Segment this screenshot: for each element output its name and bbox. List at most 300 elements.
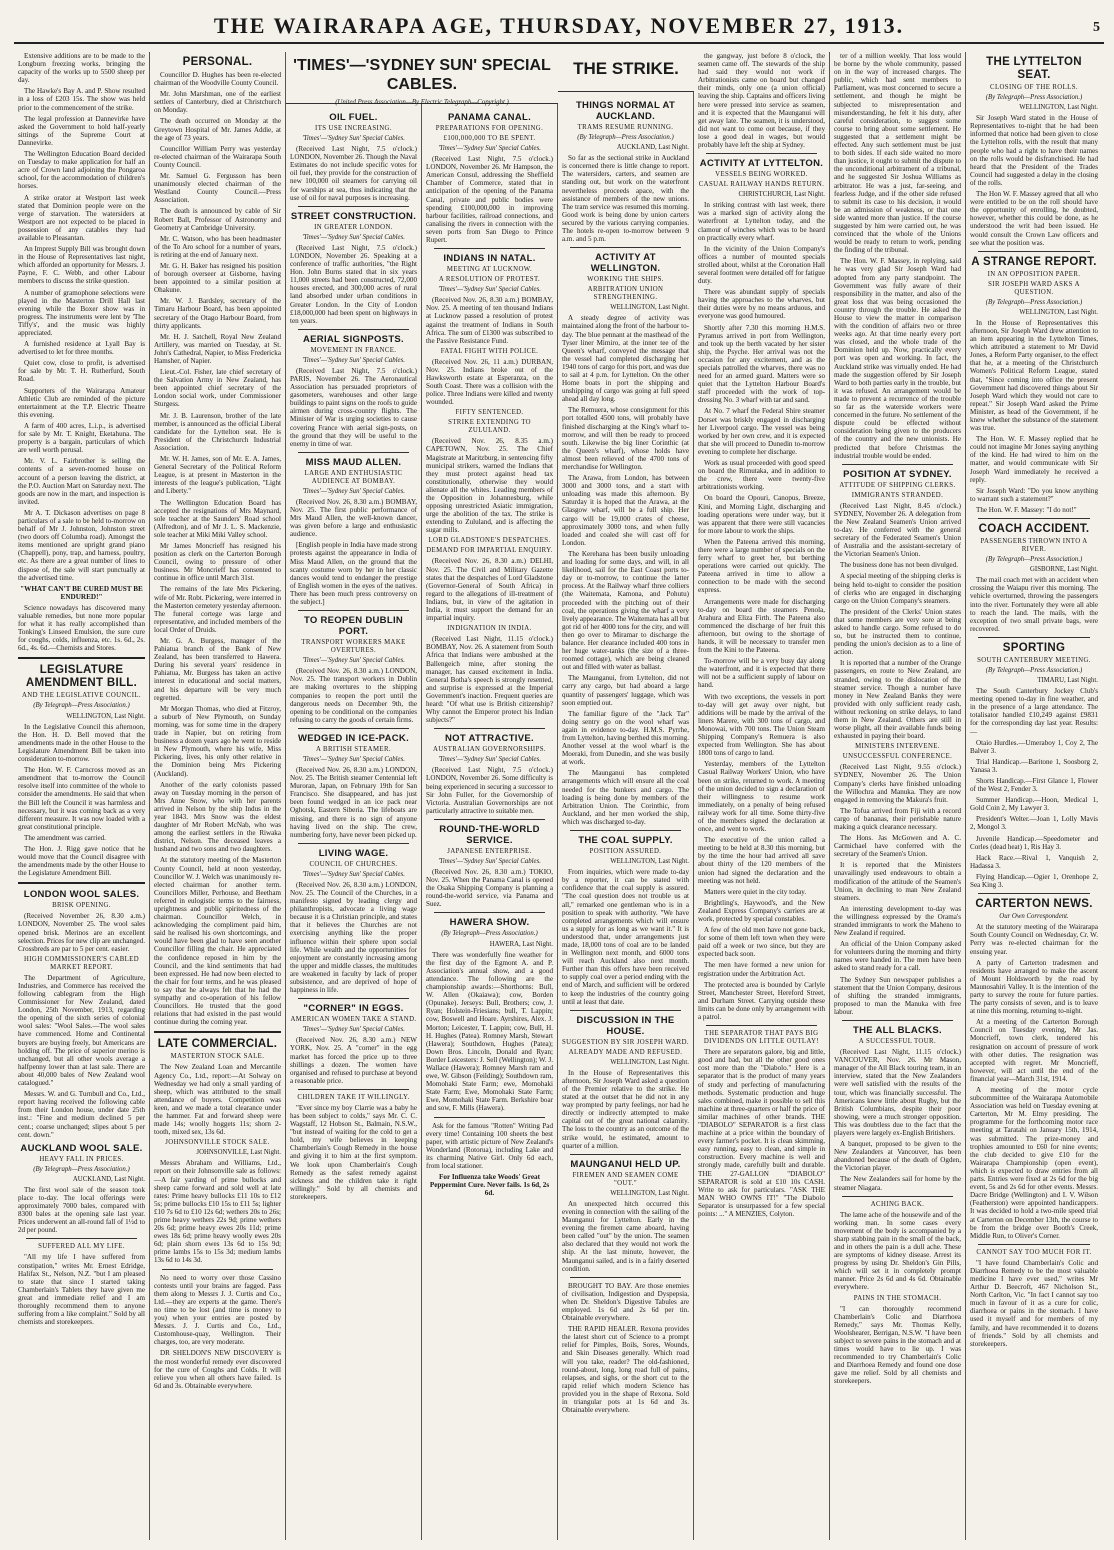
article-subhead: AMERICAN WOMEN TAKE A STAND.: [290, 1016, 417, 1024]
paragraph: The Remuera, whose consignment for this port totalled 4500 tons, will probably have finished discharging at the King's wharf to-morrow, and will then be ready to proceed south. Likewise the big liner Corinthic (at the Queen's wharf), whose holds have almost been relieved of the 4700 tons of merchandise for Wellington.: [562, 406, 689, 471]
paragraph: Work as usual proceeded with good speed on board the Rimutaka, and in addition to the crew, there were twenty-five arbitrationists working.: [698, 459, 825, 492]
paragraph: The South Canterbury Jockey Club's meeting opened to-day in fine weather, and in the presence of a large attendance. The totalisator handled £10,249 against £9831 for the corresponding day last year. Results:—: [970, 687, 1098, 736]
article-subhead: PAINS IN THE STOMACH.: [853, 1294, 942, 1302]
divider: [570, 1010, 681, 1011]
article-headline: STREET CONSTRUCTION.: [290, 210, 417, 222]
byline: (By Telegraph—Press Association.): [985, 94, 1083, 101]
paragraph: Mr. W. H. James, son of Mr. E. A. James, General Secretary of the Political Reform League, is at present in Masterton in the interests of the league's publication, "Light and Liberty.": [154, 455, 281, 496]
article-subhead: ATTITUDE OF SHIPPING CLERKS.: [839, 481, 956, 489]
article-headline: SPORTING: [1002, 641, 1066, 654]
column-2: [150, 52, 286, 1540]
article-subhead: STRIKE EXTENDING TO ZULULAND.: [448, 419, 531, 435]
article-subhead: CASUAL RAILWAY HANDS RETURN.: [698, 181, 825, 189]
paragraph: At a meeting of the Carterton Borough Council on Tuesday evening, Mr Jas. Moncrieff, town clerk, tendered his resignation on account of pressure of work with other duties. The resignation was accepted with regret. Mr Moncrieff, however, will act until the end of the financial year—March 31st, 1914.: [970, 1018, 1098, 1083]
article-subhead: IMMIGRANTS STRANDED.: [851, 491, 944, 499]
paragraph: The executive of the union called a meeting to be held at 8.30 this morning, but by the time the hour had arrived all save about thirty of the 120 members of the union had signed the declaration and the meeting was not held.: [698, 836, 825, 885]
byline: 'Times'—'Sydney Sun' Special Cables.: [302, 356, 405, 364]
article-headline: TO REOPEN DUBLIN PORT.: [303, 615, 404, 638]
article-subhead: CANNOT SAY TOO MUCH FOR IT.: [976, 1248, 1092, 1256]
paragraph: Summer Handicap.—Hoon, Medical 1, Gold Coin 2, My Lawyer 3.: [970, 796, 1098, 813]
paragraph: (Received Last Night, 7.5 o'clock.) LONDON, November 26. Mr Hampson, the American Consul, addressing the Sheffield Chamber of Commerce, stated that in anticipation of the opening of the Panama Canal, private and public bodies were spending £100,000,000 in improving harbour facilities, railroad connections, and canalising the rivers in connection with the seven ports from San Diego to Prince Rupert.: [426, 155, 553, 245]
divider: [154, 1031, 281, 1033]
paragraph: The Hons. Jas McGowen and A. C. Carmichael have conferred with the secretary of the Seamen's Union.: [834, 834, 961, 859]
paragraph: Matters were quiet in the city today.: [704, 887, 807, 896]
advert-body: Ask for the famous "Rotten" Writing Pad every time! Containing 100 sheets the best paper, with artistic picture of New Zealand's Wonderland (Rotorua), including Lake and its charming Native Girl. Only 6d each, from local stationer.: [426, 1121, 553, 1170]
advert-heading: For Influenza take Woods' Great Peppermint Cure. Never fails. 1s 6d, 2s 6d.: [429, 1173, 550, 1198]
paragraph: The Wellington Education Board has accepted the resignations of Mrs Maynard, sole teacher at the Saunders' Road school (Alfredton), and of Mr J. L. S. Mackenzie, sole teacher at Miki Miki Valley school.: [154, 498, 281, 539]
paragraph: Mr. C. Watson, who has been headmaster of the To Aro school for a number of years, is retiring at the end of January next.: [154, 234, 281, 259]
article-headline: MAUNGANUI HELD UP.: [570, 1158, 681, 1170]
paragraph: The Hon. W. F. Massey: "I do not!": [976, 505, 1077, 514]
paragraph: The New Zealand Loan and Mercantile Agency Co., Ltd., report:—At Solway on Wednesday we had only a small yarding of sheep, which was attributed to the small attendance of buyers. Competition was keen, and we made a total clearance under the hammer. Fat and forward sheep were made 14s; woolly hoggets 11s; shorn 2-tooth, mixed sex, 13s 6d.: [154, 1063, 281, 1137]
paragraph: (Received Last Night, 7.5 o'clock.) LONDON, November 26. Some difficulty is being experienced in securing a successor to Sir John Fuller, for the Governorship of Victoria. Australian Governorships are not particularly attractive to suitable men.: [426, 766, 553, 815]
paragraph: Mr. J. B. Laurenson, brother of the late member, is announced as the official Liberal candidate for the Lyttelton seat. He is President of the Christchurch Industrial Association.: [154, 411, 281, 452]
paragraph: (Received Last Night, 11.15 o'clock.) VANCOUVER, Nov. 26. Mr Mason, manager of the All Black touring team, in an interview, stated that the New Zealanders were well satisfied with the results of the tour, which was financially successful. The Americans knew little about Rugby, but the British Columbians, despite their poor showing, were a much stronger opposition. This was doubtless due to the fact that the players were largely ex-English Britishers.: [834, 1048, 961, 1137]
divider: [298, 329, 409, 330]
paragraph: The Maunganui has completed arrangements which will ensure all the coal needed for the bunkers and cargo. The loading is being done by members of the Arbitration Union. The Corinthic, from Auckland, and her men worked the ship, which was discharged to-day.: [562, 769, 689, 826]
paragraph: An unexpected hitch occurred this evening in connection with the sailing of the Maunganui for Lyttelton. Early in the evening the firemen came aboard, having been called "out" by the union. The seamen also declared that they would not work the ship. At the last minute, however, the Maunganui sailed, and is in a fairly deserted condition.: [562, 1199, 689, 1273]
paragraph: The Wellington Education Board decided on Tuesday to make application for half an acre of Crown land adjoining the Pongaroa school, for the accommodation of children's horses.: [18, 150, 145, 191]
advert-heading: "WHAT CAN'T BE CURED MUST BE ENDURED!": [20, 584, 143, 601]
divider: [570, 247, 681, 248]
paragraph: (Received November 26, 8.30 a.m.) LONDON, November 25. The wool sales opened brisk. Merinos are an excellent selection. Prices for new clip are unchanged. Crossbreds are par to 5 per cent. easier.: [18, 912, 145, 953]
advert-body: No need to worry over those Cassino contests until your brains are fagged. Pass them along to Messrs J. J. Curtis and Co., Ltd.—they are experts at the game. There's no time to be lost (and time is money to you) when your entries are posted by Messrs. J. J. Curtis and Co., Ltd., Customhouse-quay, Wellington. Their charges, too, are very moderate.: [154, 1273, 281, 1347]
divider: [570, 1154, 681, 1155]
paragraph: In the House of Representatives this afternoon, Sir Joseph Ward asked a question of the Premier relative to the strike. He stated at the outset that he did not in any way prompted by party feelings, nor had he directly or indirectly attempted to make capital out of the great national calamity. The loss to the country as an outcome of the strike would, he estimated, amount to quarter of a million.: [562, 1068, 689, 1150]
paragraph: A party of Carterton tradesmen and residents have arranged to make the ascent of Mount Holdsworth by the road by Maunosahiri Valley. It is the intention of the party to survey the route for future parties. The party consists of seven, and is to leave at nine this morning, returning to-night.: [970, 958, 1098, 1016]
column-4: [422, 52, 558, 1540]
paragraph: The familiar figure of the "Jack Tar" doing sentry go on the wool wharf was again in evidence to-day. H.M.S. Pyrrhe, from Lyttelton, having berthed this morning. Another vessel at the wool wharf is the Moeraki, from Dunedin, and she was busily at work.: [562, 709, 689, 767]
divider: [978, 893, 1090, 894]
divider: [842, 1196, 953, 1197]
paragraph: Extensive additions are to be made to the Longburn freezing works, bringing the capacity of the works up to 5500 sheep per day.: [18, 52, 145, 85]
paragraph: The business done has not been divulged.: [840, 561, 959, 570]
paragraph: Mr. John Marshman, one of the earliest settlers of Canterbury, died at Christchurch on Monday.: [154, 90, 281, 115]
paragraph: At No. 7 wharf the Federal Shire steamer Dorset was briskly engaged in discharging her Liverpool cargo. The vessel was being worked by her own crew, and it is expected that she will proceed to Dunedin to-morrow evening to complete her discharge.: [698, 407, 825, 456]
paragraph: The remains of the late Mrs Pickering, wife of Mr. Robt. Pickering, were interred in the Masterton cemetery yesterday afternoon. The funeral cortege was large and representative, and included members of the local Order of Druids.: [154, 585, 281, 634]
article-subhead: AUSTRALIAN GOVERNORSHIPS.: [432, 746, 547, 754]
article-subhead: ALREADY MADE AND REFUSED.: [568, 1048, 683, 1056]
article-subhead: AND THE LEGISLATIVE COUNCIL.: [21, 692, 142, 700]
paragraph: The Hon. W. F. Massey replied that he could not imagine Mr Jones saying anything of the kind. He had wired to him on the matter, and would communicate with Sir Joseph Ward immediately he received a reply.: [970, 435, 1098, 484]
divider: [162, 1269, 273, 1270]
advert-body: There are separators galore, big and little, good and bad, but all the other good ones cost more than the "Diabolo." Here is a separator that is the product of many years of study and perfecting of manufacturing methods. Systematic production and huge sales combined, make it possible to sell this machine at three-quarters or half the price of similar machines of other brands. THE "DIABOLO" SEPARATOR is a first class machine at a price within the boundary of every farmer's pocket. It is clean skimming, easy running, easy to clean, and simple in construction. Every machine is well and strongly made, carefully built and durable. THE 27-GALLON "DIABOLO" SEPARATOR is sold at £10 10s CASH. Write to ask for particulars. "ASK THE MAN WHO OWNS IT!" "The Diabolo Separator is unsurpassed for a few special points: ..." A MENZIES, Colyton.: [698, 1048, 825, 1218]
byline: 'Times'—'Sydney Sun' Special Cables.: [302, 870, 405, 878]
article-headline: THINGS NORMAL AT AUCKLAND.: [575, 100, 676, 122]
byline: (By Telegraph—Press Association.): [33, 1165, 130, 1173]
paragraph: At the statutory meeting of the Masterton County Council, held at noon yesterday, Councillor W. J. Welch was unanimously re-elected chairman for another term. Councillors Miller, Perhouse, and Beetham referred in eulogistic terms to the fairness, uprightness and public spiritedness of the chairman. Councillor Welch, in acknowledging the compliment paid him, said he realised his own shortcomings, and would have been glad to have seen another Councillor filling the chair. He appreciated the confidence reposed in him by the Council, and the kind sentiments that had been expressed. He had now been elected to the chair for four terms, and he was pleased to say that he always felt that he had the sympathy and co-operation of his fellow Councillors. He trusted that the good relations that had existed in the past would continue during the coming year.: [154, 856, 281, 1027]
byline: 'Times'—'Sydney Sun' Special Cables.: [438, 145, 541, 152]
paragraph: The Hawke's Bay A. and P. Show resulted in a loss of £203 15s. The show was held prior to the commencement of the strike.: [18, 87, 145, 112]
paragraph: (Received Nov. 26, 8.30 a.m.) LONDON, Nov. 25. The Council of the Churches, in a manifesto signed by leading clergy and philanthropists, advocate a living wage because it is a Christian principle, and states that it believes the Churches are not exercising anything like the proper influence within their sphere upon social life. While wealth and the opportunities for enjoyment are constantly increasing among the upper and middle classes, the multitudes are weakened in faculty by lack of proper subsistence, and are deprived of hope of happiness in life.: [290, 880, 417, 995]
paragraph: (Received Last Night, 9.55 o'clock.) SYDNEY, November 26. The Union Company's clerks have finished unloading the Willochra and Manuka. They are now engaged in removing the Makura's fruit.: [834, 763, 961, 804]
article-subhead: ARBITRATION UNION STRENGTHENING.: [587, 286, 664, 302]
article-headline: DISCUSSION IN THE HOUSE.: [576, 1014, 675, 1037]
byline: 'Times'—'Sydney Sun' Special Cables.: [438, 857, 541, 865]
column-7: [830, 52, 966, 1540]
divider: [18, 882, 145, 884]
paragraph: A meeting of the motor cycle subcommittee of the Wairarapa Automobile Association was held on Tuesday evening at Carterton, Mr M. Elmy presiding. The programme for the forthcoming motor race meeting at Taratahi on January 15th, 1914, was submitted. The prize-money and trophies amounted to £60 for nine events; the club decided to give £10 for the Wairarapa Championship (open event), which is expected to draw entries from all parts. Entries were fixed at 2s 6d for the big event, 5s and 2s 6d for other events. Messrs. Dacre Bridge (Wellington) and I. V. Wilson (Featherston) were appointed handicappers. It was decided to hold a two-mile speed trial at Carterton on December 13th, the course to be from the bridge over Booth's Creek, Middle Run, to Oliver's Corner.: [970, 1086, 1098, 1240]
article-subhead: FATAL FIGHT WITH POLICE.: [440, 347, 539, 355]
article-headline: ROUND-THE-WORLD SERVICE.: [439, 823, 540, 846]
article-subhead: INDIGNATION IN INDIA.: [447, 625, 532, 633]
dateline: WELLINGTON, Last Night.: [610, 858, 689, 866]
divider: [570, 830, 681, 831]
article-subhead: ITS USE INCREASING.: [315, 125, 392, 132]
paragraph: Mr A. T. Dickason advertises on page 8 particulars of a sale to be held to-morrow on behalf of Mr J. Johnston, Johnston street (two doors off Columba road). Amongst the items mentioned are upright grand piano (Chappell), pony, trap, and harness, poultry, etc. As there are a great number of lines to dispose of, the sale will start punctually at the advertised time.: [18, 508, 145, 582]
byline: 'Times'—'Sydney Sun' Special Cables.: [302, 135, 405, 142]
divider: [26, 1238, 137, 1239]
byline: 'Times'—'Sydney Sun' Special Cables.: [302, 487, 405, 495]
divider: [298, 728, 409, 729]
byline: Our Own Correspondent.: [999, 913, 1069, 921]
paragraph: President's Welter.—Joan 1, Lolly Mavis 2, Mongol 3.: [970, 815, 1098, 832]
paragraph: Quiet cow, close to profit, is advertised for sale by Mr. T. H. Rutherfurd, South Road.: [18, 359, 145, 384]
paragraph: There was wonderfully fine weather for the first day of the Egmont A. and P. Association's annual show, and a good attendance. The following are the championship awards:—Shorthorns: Bull, W. Allen (Okaiawa); cow, Borden (Opunake). Jerseys: Bull, Brothers; cow, J. Ryan; Holstein-Friesians; bull, T. Lappin; cow, Boswell and Hoare. Ayrshires, Alex. J. Morton; Leicester, T. Lappin; cow, Bull, H. H. Hughes (Patea). Romney Marsh, Stewart (Hawera); Southdown, Hughes (Patea); Down Bros. Lincoln, Donald and Ryan; Border Leicesters: J. Sell (Wellington); W. J. Wallace (Hawera); Romney Marsh ram and ewe, W. Gibson (Feilding); Southdown ram, Momohaki State Farm; ewe, Momohaki State Farm; Ewe, Momohaki State Farm; Ewe, Momohaki State Farm. Berkshire boar and sow, F. Mills (Hawera).: [426, 950, 553, 1113]
article-headline: PANAMA CANAL.: [447, 112, 532, 123]
divider: [978, 518, 1090, 519]
column-8: [966, 52, 1102, 1540]
paragraph: So far as the sectional strike in Auckland is concerned there is little change to report. The watersiders, carters, and seamen are standing out, but work on the waterfront nevertheless proceeds apace, with the assistance of members of the new unions. The tram service was resumed this morning. Good work is being done by union carters secured by the various carrying companies. The hotels re-open to-morrow between 9 a.m. and 5 p.m.: [562, 154, 689, 244]
dateline: TIMARU, Last Night.: [1037, 676, 1098, 684]
advert-body: BROUGHT TO BAY. Are those enemies of civilisation, Indigestion and Dyspepsia, when Dr. Sheldon's Digestive Tabules are employed. 1s 6d and 2s 6d per tin. Obtainable everywhere.: [562, 1281, 689, 1323]
paragraph: A furnished residence at Lyall Bay is advertised to let for three months.: [18, 340, 145, 357]
divider: [842, 464, 953, 465]
dateline: AUCKLAND, Last Night.: [616, 144, 689, 152]
paragraph: Councillor D. Hughes has been re-elected chairman of the Woodville County Council.: [154, 71, 281, 88]
column-1: [14, 52, 150, 1540]
article-headline: POSITION AT SYDNEY.: [843, 468, 952, 480]
article-headline: HAWERA SHOW.: [449, 917, 530, 929]
paragraph: Messrs. W. and G. Turnbull and Co., Ltd., report having received the following cable from their London house, under date 25th inst.: "Fine and medium declined 5 per cent.; coarse unchanged; slipes about 5 per cent. down.": [18, 1090, 145, 1139]
paragraph: The death occurred on Monday at the Greytown Hospital of Mr. James Addie, at the age of 73 years.: [154, 117, 281, 142]
paragraph: Mr. V. L. Fairbrother is selling the contents of a seven-roomed house on account of a person leaving the district, at the P.O. Auction Mart on Saturday next. The goods are now in the mart, and inspection is invited.: [18, 457, 145, 506]
divider: [434, 248, 545, 249]
article-headline: LATE COMMERCIAL.: [157, 1038, 278, 1051]
article-subhead: IN GREATER LONDON.: [314, 223, 393, 231]
dateline: WELLINGTON, Last Night.: [610, 1058, 689, 1066]
divider: [298, 1089, 409, 1090]
article-headline: WEDGED IN ICE-PACK.: [297, 732, 410, 744]
cables-banner-title: 'TIMES'—'SYDNEY SUN' SPECIAL CABLES.: [293, 57, 551, 93]
paragraph: Lieut.-Col. Fisher, late chief secretary of the Salvation Army in New Zealand, has been appointed chief secretary of the London social work, under Commissioner Sturgess.: [154, 368, 281, 409]
article-subhead: A RESOLUTION OF PROTEST.: [438, 276, 541, 284]
paragraph: Sir Joseph Ward stated in the House of Representatives to-night that he had been informed that notice had been given to close the Lyttelton rolls, with the result that many people who had a right to have their names on the rolls would be disfranchised. He had heard that the President of the Trades Council had suggested a delay in the closing of the rolls.: [970, 114, 1098, 187]
paragraph: The first wool sale of the season took place to-day. The local offerings were approximately 7000 bales, compared with 8300 bales at the opening sale last year. Prices underwent an all-round fall of 1½d to 2d per pound.: [18, 1185, 145, 1235]
dateline: AUCKLAND, Last Night.: [72, 1175, 145, 1183]
paragraph: The Kerehana has been busily unloading and loading for some days, and will, in all likelihood, sail for the East Coast ports to-day or to-morrow, to continue the latter process. At the Railway wharf three colliers (the Waitemata, Kamona, and Pohutu) proceeded with the pitching out of their coal, the operations giving the wharf a very lively appearance. The Waitemata has all but got rid of her 4000 tons for the city, and will then go over to Miramar to discharge the balance. Her clearance included 400 tons in her huge water-tanks (the size of a three-roomed cottage), which are being cleaned out and filled with water as ballast.: [562, 549, 689, 672]
paragraph: Mr. G. A. Burgess, manager of the Pahiatua branch of the Bank of New Zealand, has been transferred to Hawera. During his several years' residence in Pahiatua, Mr. Burgess has taken an active interest in educational and social matters, and his departure will be very much regretted.: [154, 637, 281, 702]
article-subhead: DEMAND FOR IMPARTIAL ENQUIRY.: [426, 547, 553, 555]
byline: (By Telegraph—Press Association.): [577, 134, 674, 141]
article-headline: COACH ACCIDENT.: [978, 523, 1090, 536]
advert-body: "I have found Chamberlain's Colic and Diarrhoea Remedy to be the most valuable medicine I have ever used," writes Mr Arthur D. Beecroft, 467 Nicholson St., North Carlton, Vic. "In fact I cannot say too much in favour of it as a cure for colic, diarrhoea or pains in the stomach. I have used it myself and for members of my family, and have recommended it to dozens of friends." Sold by all chemists and storekeepers.: [970, 1258, 1098, 1348]
paragraph: The Maunganui, from Lyttelton, did not carry any cargo, but had aboard a large quantity of passengers' luggage, which was soon emptied out.: [562, 674, 689, 707]
byline: 'Times'—'Sydney Sun' Special Cables.: [438, 756, 541, 764]
paragraph: The Tofua arrived from Fiji with a record cargo of bananas, their perishable nature making a quick clearance necessary.: [834, 806, 961, 831]
paragraph: (Received Nov. 26, 8.30 a.m.) LONDON, Nov. 25. The transport workers in Dublin are making overtures to the shipping companies to reopen the port until the dangerous needs on December 9th, the opening to be conditional on the companies refusing to carry the goods of certain firms.: [290, 667, 417, 724]
paragraph: Flying Handicap.—Ogier 1, Orenhope 2, Sea King 3.: [970, 872, 1098, 890]
article-subhead: BRISK OPENING.: [52, 902, 111, 910]
article-subhead: WORKING THE SHIPS.: [587, 276, 664, 284]
paragraph: Another of the early colonists passed away on Tuesday morning in the person of Mrs Anne Snow, who with her parents arrived in Nelson by the ship Indus in the year 1843. Mrs Snow was the eldest daughter of Mr Robert McNab, who was among the earliest settlers in the Riwaka district, Nelson. The deceased leaves a husband and two sons and two daughters.: [154, 780, 281, 854]
divider: [978, 251, 1090, 252]
paragraph: A steady degree of activity was maintained along the front of the harbour to-day. The blue pennant at the masthead of the Tyser liner Mimiro, at the inner tee of the Queen's wharf, conveyed the message that the vessel had completed discharging her 1940 tons of cargo for this port, and was due to sail at 4 p.m. for Lyttelton. On the other Home boats in port the shipping and unshipping of cargo was going at full speed ahead all day long.: [562, 314, 689, 404]
paragraph: Mr. G. H. Baker has resigned his position of borough overseer at Gisborne, having been appointed to a similar position at Ohakune.: [154, 261, 281, 295]
paragraph: The Hon W. F. Massey agreed that all who were entitled to be on the roll should have the opportunity of enrolling, he doubted, however, whether this could be done, as he understood the writ had been issued. He would consult the Crown Law officers and see what the position was.: [970, 190, 1098, 247]
divider: [434, 728, 545, 729]
masthead: [14, 10, 1104, 44]
paragraph: A farm of 400 acres, L.i.p., is advertised for sale by Mr. T. Knight, Eketahuna. The property is a bargain, particulars of which are well worth perusal.: [18, 421, 145, 455]
article-headline: LEGISLATURE AMENDMENT BILL.: [25, 664, 138, 690]
dateline: WELLINGTON, Last Night.: [1019, 104, 1098, 112]
article-subhead: £100,000,000 TO BE SPENT.: [443, 135, 536, 142]
paragraph: Otaio Hurdles.—Umeraboy 1, Coy 2, The Balver 3.: [970, 738, 1098, 755]
article-subhead: CLOSING OF THE ROLLS.: [990, 84, 1078, 91]
cables-banner: [286, 52, 558, 104]
column-3: [286, 52, 422, 1540]
article-headline: ACTIVITY AT WELLINGTON.: [590, 252, 661, 275]
article-subhead: MINISTERS INTERVENE.: [855, 743, 940, 751]
divider: [706, 153, 817, 154]
article-subhead: PASSENGERS THROWN INTO A RIVER.: [980, 538, 1088, 554]
paragraph: It is reported that a number of the Orange passengers, en route to New Zealand, are stranded, owing to the dislocation of the steamer service. Though a number have money in New Zealand Banks they were provided with only sufficient ready cash, without reckoning on strike delays, to land them in New Zealand. Others are still in worse plight, all their available funds being exhausted in paying their board.: [834, 659, 961, 741]
article-headline: "CORNER" IN EGGS.: [303, 1003, 404, 1015]
paragraph: Trial Handicap.—Baritone 1, Soosborg 2, Yanasa 3.: [970, 757, 1098, 774]
byline: 'Times'—'Sydney Sun' Special Cables.: [302, 755, 405, 763]
paragraph: (Received Nov. 26, 8.30 a.m.) DELHI, Nov. 25. The Civil and Military Gazette states that the despatches of Lord Gladstone (Governor-General of South Africa) in regard to the allegations of ill-treatment of Indians, but, in view of the agitation in India, it must support the demand for an impartial inquiry.: [426, 557, 553, 623]
paragraph: (Received Nov. 26, 8.30 a.m.) NEW YORK, Nov. 25. A "corner" in the egg market has forced the price up to three shillings a dozen. The women have organised and refused to purchase at beyond a reasonable price.: [290, 1036, 417, 1085]
paragraph: (Received Nov. 26, 8.35 a.m.) CAPETOWN, Nov. 25. The Chief Magistrate at Maritzburg, in sentencing fifty municipal strikers, warned the Indians that they must protect against head tax constitutionally, otherwise they would alienate all the whites. Leading members of the Opposition in Johannesburg, while opposing unrestricted Asiatic immigration, urge the abolition of the tax. The strike is extending to Zululand, and is affecting the sugar mills.: [426, 437, 553, 535]
article-headline: MISS MAUD ALLEN.: [305, 456, 402, 468]
paragraph: Messrs Abraham and Williams, Ltd., report on their Johnsonville sale as follows:—A fair yarding of prime bullocks and sheep came forward and sold well at late rates: Prime heavy bullocks £11 10s to £12 5s; prime bullocks £10 15s to £11 5s; lighter £10 7s 6d to £10 12s 6d; wethers 20s to 26s; prime heavy wethers 22s 9d; prime wethers 20s 6d; prime heavy ewes 20s 11d; prime ewes 18s 6d; prime heavy woolly ewes 20s 6d; plain shorn ewes 13s 6d to 15s 9d; prime lambs 15s to 15s 3d; medium lambs 13s 6d to 14s 3d.: [154, 1159, 281, 1265]
columns: [14, 52, 1104, 1540]
byline: (By Telegraph—Press Association.): [441, 930, 538, 938]
paragraph: A few of the old men have not gone back, for some of them left town when they were paid off a week or two since, but they are expected back soon.: [698, 926, 825, 959]
article-subhead: JAPANESE ENTERPRISE.: [447, 847, 532, 855]
byline: (By Telegraph—Press Association.): [985, 298, 1083, 306]
column-6: [694, 52, 830, 1540]
page-number: 5: [1093, 20, 1100, 35]
divider: [298, 843, 409, 844]
paragraph: "All my life I have suffered from constipation," writes Mr. Ernest Edridge, Halifax St., Nelson, N.Z. "but I am pleased to state that since I started taking Chamberlain's Tablets they have given me great and immediate relief and I am thoroughly recommend them to anyone suffering from a like complaint." Sold by all chemists and storekeepers.: [18, 1253, 145, 1327]
paragraph: The Sydney Sun newspaper publishes a statement that the Union Company, desirous of shifting the stranded immigrants, proposed to man the Manuka with free labour.: [834, 975, 961, 1016]
divider: [434, 1117, 545, 1118]
paragraph: A special meeting of the shipping clerks is being held to-night to consider the position of clerks who are engaged in discharging cargo on the Union Company's steamers.: [834, 572, 961, 605]
divider: [570, 1277, 681, 1278]
paragraph: Mr. W. J. Bardsley, secretary of the Timaru Harbour Board, has been appointed secretary of the Otago Harbour Board, from thirty applicants.: [154, 297, 281, 330]
article-subhead: SOUTH CANTERBURY MEETING.: [977, 656, 1091, 664]
divider: [298, 206, 409, 207]
paragraph: On board the Opouri, Canopus, Breeze, Kini, and Morning Light, discharging and loading operations were under way, but it was apparent that there were still vacancies for more labour to work the ships.: [698, 494, 825, 535]
paragraph: Sir Joseph Ward: "Do you know anything to warrant such a statement?": [970, 486, 1098, 503]
paragraph: (Received Last Night, 7.5 o'clock.) PARIS, November 26. The Aeronautical Association has persuaded proprietors of gasometers, warehouses and other large buildings to paint signs on the roofs to guide airmen during cross-country flights. The Minister of War is urging societies to cause covering France with aerial sign-posts, on the ground that they will be useful to the enemy in time of war.: [290, 366, 417, 448]
paragraph: A strike orator at Westport last week stated that Dominion people were on the verge of starvation. The watersiders at Westport are not expected to be placed in possession of any catables they had available to Pleasantan.: [18, 193, 145, 242]
advert-body: The lame ache of the housewife and of the working man. In some cases every movement of the body is accompanied by a sharp stabbing pain in the small of the back, and in others the pain is a dull ache. These are symptoms of kidney disease. Arrest its progress by using Dr. Sheldon's Gin Pills, which will set it in completely prompt manner. Price 2s 6d and 4s 6d. Obtainable everywhere.: [834, 1210, 961, 1292]
article-subhead: A BRITISH STEAMER.: [316, 745, 391, 753]
article-headline: OIL FUEL.: [329, 112, 378, 123]
paragraph: The death is announced by cable of Sir Robert Ball, Professor of Astronomy and Geometry at Cambridge University.: [154, 207, 281, 232]
paragraph: The Department of Agriculture, Industries, and Commerce has received the following cablegram from the High Commissioner for New Zealand, dated London, 25th November, 1913, regarding the opening of the sixth series of colonial wool sales: "Wool Sales.—The wool sales have commenced. Home and Continental buyers are buying freely, but Americans are holding off. The price of superior merino is unchanged, but all other wools average a halfpenny lower than at last sale. There are about 40,000 bales of New Zealand wool catalogued.": [18, 973, 145, 1088]
dateline: CHRISTCHURCH, Last Night.: [738, 191, 825, 199]
paragraph: Hack Race.—Rival 1, Vanquish 2, Hadassa 3.: [970, 853, 1098, 870]
paragraph: The New Zealanders sail for home by the steamer Niagara.: [834, 1175, 961, 1192]
article-headline: NOT ATTRACTIVE.: [445, 733, 534, 745]
article-subhead: A SUCCESSFUL TOUR.: [858, 1038, 937, 1046]
advert-body: "I can thoroughly recommend Chamberlain's Colic and Diarrhoea Remedy," says Mr. Thomas Kelly, Woolshearer, Berrigan, N.S.W. "I have been subject to severe pains in the stomach and at times would have to lie up. I was recommended to try Chamberlain's Colic and Diarrhoea Remedy and found one dose gave me relief. Sold by all chemists and storekeepers.: [834, 1304, 961, 1386]
paragraph: An interesting development to-day was the willingness expressed by the Orama's stranded immigrants to work the Maheno to New Zealand if required.: [834, 904, 961, 938]
strike-banner: [558, 52, 694, 92]
article-headline: PERSONAL.: [182, 56, 253, 68]
article-headline: INDIANS IN NATAL.: [443, 253, 536, 265]
article-headline: LIVING WAGE.: [318, 847, 389, 859]
article-subhead: VESSELS BEING WORKED.: [715, 171, 808, 179]
paragraph: An Imprest Supply Bill was brought down in the House of Representatives last night, which afforded an opportunity for Messrs. J. Payne, F. C. Webb, and other Labour members to discuss the strike question.: [18, 245, 145, 286]
divider: [434, 912, 545, 913]
paragraph: (Received Nov. 26, 8.30 a.m.) LONDON, Nov. 25. The British steamer Centennial left Muroran, Japan, on February 19th for San Francisco. She disappeared, and has just been found wedged in an ice pack near Oghotsk, Eastern Siberia. The lifeboats are missing, and there is no sign of anyone having lived on the ship. The crew, numbering forty, have never been picked up.: [290, 765, 417, 839]
article-subhead: MASTERTON STOCK SALE.: [170, 1053, 265, 1061]
paragraph: To-morrow will be a very busy day along the waterfront, and it is expected that there will not be a sufficient supply of labour on hand.: [698, 657, 825, 690]
paragraph: ter of a million weekly. That loss would be borne by the whole community, passed on in the way of increased charges. The public, which had sent members to Parliament, was most concerned to secure a settlement, and though he might be subjected to misrepresentation and misunderstanding, he felt it his duty, after careful consideration, to suggest some course to bring about some settlement. He suggested that a settlement might be effected. Any such settlement must be just to both sides. If each side waited no more than justice, it ought to submit the dispute to the unconditional arbitrament of a tribunal, and he suggested Sir Joshua Williams as arbitrator. He was a just, far-seeing, and fearless Judge, and if the other side refused to submit its case to his decision, it would be an admission of weakness, or that one side wanted more than justice. If the course suggested by him were carried out, he was convinced that the whole of the Unions would be ready to return to work, pending the finding of the tribunal.: [834, 52, 961, 255]
paragraph: It is reported that the Ministers unavailingly used endeavours to obtain a modification of the attitude of the Seamen's Union, in declining to man New Zealand steamers.: [834, 861, 961, 902]
paragraph: A number of gramophone selections were played in the Masterton Drill Hall last evening while the Boxer show was in progress. The instruments were lent by 'The Tiffy's', and the music was highly appreciated.: [18, 288, 145, 337]
paragraph: The amendment was carried.: [24, 833, 106, 842]
paragraph: (Received Nov. 26, 8.30 a.m.) BOMBAY, Nov. 25. The first public performance of Mrs Maud Allen, the well-known dancer, was given before a large and enthusiastic audience.: [290, 497, 417, 539]
article-subhead: FIREMEN AND SEAMEN COME "OUT.": [572, 1171, 679, 1187]
paragraph: With two exceptions, the vessels in port to-day will get away over night, but additions will be made by the arrival of the liners Marere, with 300 tons of cargo, and Monowai, with 700 tons. The Union Steam Shipping Company's Remuera is also expected from Wellington. She has about 1800 tons of cargo to land.: [698, 692, 825, 758]
dateline: WELLINGTON, Last Night.: [610, 1189, 689, 1197]
byline: 'Times'—'Sydney Sun' Special Cables.: [302, 657, 405, 665]
paragraph: Juvenile Handicap.—Speedometer and Corles (dead heat) 1, Ris Hay 3.: [970, 834, 1098, 851]
article-subhead: UNSUCCESSFUL CONFERENCE.: [842, 753, 953, 761]
paragraph: Mr. H. J. Satchell, Royal New Zealand Artillery, was married on Tuesday, at St. John's Cathedral, Napier, to Miss Fredericka Hamsher, of Napier.: [154, 332, 281, 365]
paragraph: When the Pateena arrived this morning, there were a large number of specials on the ferry wharf to greet her, but berthing operations were carried out quickly. The Pateena arrived in time to allow a connection to be made with the second express.: [698, 537, 825, 595]
paragraph: (Received Last Night, 7.5 o'clock.) LONDON, November 26. Though the Naval Estimates do not include specific votes for oil fuel, they provide for the construction of new 100,000 oil steamers for carrying oil for warships at sea, thus indicating that the use of oil for naval purposes is increasing.: [290, 145, 417, 202]
paragraph: At the statutory meeting of the Wairarapa South County Council on Wednesday, Cr. W. Perry was re-elected chairman for the ensuing year.: [970, 923, 1098, 956]
paragraph: The protected area is bounded by Carlyle Street, Manchester Street, Hereford Street, and Durham Street. Carrying outside these limits can be done only by arrangement with a patrol.: [698, 980, 825, 1022]
paragraph: In the Legislative Council this afternoon, the Hon. H. D. Bell moved that the amendments made in the other House to the Legislature Amendment Bill be taken into consideration to-morrow.: [18, 722, 145, 764]
paragraph: Arrangements were made for discharging to-day on board the steamers Penola, Arahura and Eliza Firth. The Pateena also commenced the discharge of her fruit this afternoon, but owing to the shortage of hands, it will be necessary to transfer men from the Kini to the Pateena.: [698, 597, 825, 655]
paragraph: Mr. Samuel G. Fergusson has been unanimously elected chairman of the Westland County Council.—Press Association.: [154, 172, 281, 205]
paragraph: In striking contrast with last week, there was a marked sign of activity along the waterfront at Lyttelton today, and the clamour of winches which was to be heard on practically every wharf.: [698, 201, 825, 242]
byline: (By Telegraph—Press Association.): [985, 556, 1083, 564]
paragraph: An official of the Union Company asked for volunteers during the morning and thirty names were handed in. The men have been asked to stand ready for a call.: [834, 940, 961, 973]
article-subhead: IN AN OPPOSITION PAPER.: [987, 270, 1081, 278]
dateline: HAWERA, Last Night.: [489, 940, 553, 948]
paragraph: Brightling's, Haywood's, and the New Zealand Express Company's carriers are at work, protected by special constables.: [698, 898, 825, 923]
advert-body: THE RAPID HEALER. Rexona provides the latest short cut of Science to a prompt relief for Pimples, Boils, Sores, Wounds, and Skin Diseases generally. Which road will you take, reader? The old-fashioned, round-about, long, long road full of pains, relapses, and sighs, or the short cut to the rapid relief which modern Science has provided you in the shape of Rexona. Sold in triangular pots at 1s 6d and 3s. Obtainable everywhere.: [562, 1325, 689, 1415]
newspaper-page: [14, 10, 1104, 1542]
paragraph: Yesterday, members of the Lyttelton Casual Railway Workers' Union, who have been on strike, returned to work. A meeting of the union decided to sign a declaration of their willingness to resume work immediately, on a penalty of being refused railway work for all time. Some thirty-five of the members signed the declaration at once, and went to work.: [698, 760, 825, 834]
byline: 'Times'—'Sydney Sun' Special Cables.: [302, 233, 405, 241]
divider: [18, 657, 145, 659]
paragraph: [English people in India have made strong protests against the appearance in India of Miss Maud Allen, on the ground that the scanty costume worn by her in her classic dances would tend to endanger the prestige of English women in the eyes of the natives. There has been much press controversy on the subject.]: [290, 541, 417, 607]
byline: (By Telegraph—Press Association.): [985, 666, 1083, 674]
paragraph: The Hon. J. Rigg gave notice that he would move that the Council disagree with the amendments made by the other House to the Legislature Amendment Bill.: [18, 844, 145, 878]
paragraph: Shorts Handicap.—First Glance 1, Flower of the West 2, Fender 3.: [970, 777, 1098, 794]
paragraph: A banquet, proposed to be given to the New Zealanders at Vancouver, has been abandoned because of the death of Ogden, the Victorian player.: [834, 1140, 961, 1173]
cables-banner-credit: (United Press Association—By Electric Telegraph—Copyright.): [335, 99, 509, 106]
byline: (By Telegraph—Press Association.): [33, 702, 130, 710]
byline: 'Times'—'Sydney Sun' Special Cables.: [438, 286, 541, 294]
paragraph: (Received Nov. 26, 8.30 a.m.) BOMBAY, Nov. 25. A meeting of ten thousand Indians at Lucknow passed a resolution of protest against the treatment of Indians in South Africa. The sum of £1300 was subscribed to the Passive Resistance Fund.: [426, 296, 553, 345]
paragraph: (Received Last Night, 8.45 o'clock.) SYDNEY, November 26. A delegation from the New Zealand Seamen's Union arrived to-day. He conferred with the general secretary of the Federated Seamen's Union of Australia and the assistant-secretary of the Victorian Seamen's Union.: [834, 501, 961, 559]
article-subhead: LORD GLADSTONE'S DESPATCHES.: [428, 537, 551, 545]
article-subhead: LARGE AND ENTHUSIASTIC AUDIENCE AT BOMBAY.: [304, 469, 403, 485]
divider: [978, 637, 1090, 638]
divider: [298, 998, 409, 999]
paragraph: In the House of Representatives this afternoon, Sir Joseph Ward drew attention to an item appearing in the Lyttelton Times, which attributed a statement to Mr David Jones, a Reform Party organiser, to the effect that he, at a meeting of the Christchurch Women's Political Reform League, stated that, "Since coming into office the present Government had discovered things about Sir Joseph Ward which they would not care to repeat." Sir Joseph Ward asked the Prime Minister, as head of the Government, if he knew whether the substance of the statement was true.: [970, 318, 1098, 433]
article-subhead: SIR JOSEPH WARD ASKS A QUESTION.: [988, 280, 1080, 296]
article-subhead: SUFFERED ALL MY LIFE.: [38, 1243, 125, 1251]
paragraph: Mr James Moncrieff has resigned his position as clerk on the Carterton Borough Council, owing to pressure of other business. Mr Moncrieff has consented to continue in office until March 31st.: [154, 541, 281, 583]
article-headline: A STRANGE REPORT.: [971, 255, 1097, 268]
masthead-title: THE WAIRARAPA AGE, THURSDAY, NOVEMBER 27, 1913.: [213, 13, 905, 38]
paragraph: There was abundant supply of specials having the approaches to the wharves, but their duties were by no means arduous, and everyone was good humoured.: [698, 288, 825, 321]
column-5: [558, 52, 694, 1540]
dateline: GISBORNE, Last Night.: [1030, 566, 1098, 574]
dateline: WELLINGTON, Last Night.: [1019, 308, 1098, 316]
article-subhead: HIGH COMMISSIONER'S CABLED MARKET REPORT.: [23, 955, 140, 971]
article-subhead: TRANSPORT WORKERS MAKE OVERTURES.: [301, 639, 406, 655]
paragraph: The president of the Clerks' Union states that some members are very sore at being asked to handle cargo. Some refused to do so, but he instructed them to continue, pending the union's decision as to a line of action.: [834, 607, 961, 657]
article-headline: CARTERTON NEWS.: [975, 898, 1093, 911]
byline: 'Times'—'Sydney Sun' Special Cables.: [302, 1026, 405, 1034]
article-subhead: COUNCIL OF CHURCHES.: [309, 860, 398, 868]
divider: [298, 452, 409, 453]
dateline: WELLINGTON, Last Night.: [66, 712, 145, 720]
divider: [434, 819, 545, 820]
paragraph: In the vicinity of the Union Company's offices a number of mounted specials strolled about, whilst at the Coronation Hall several footmen were detailed off for fatigue duty.: [698, 244, 825, 286]
divider: [978, 1244, 1090, 1245]
article-subhead: ACHING BACK.: [870, 1200, 925, 1208]
article-subhead: TRAMS RESUME RUNNING.: [577, 124, 674, 131]
article-subhead: CHILDREN TAKE IT WILLINGLY.: [297, 1093, 410, 1101]
paragraph: Supporters of the Wairarapa Amateur Athletic Club are reminded of the picture entertainment at the T.P. Electric Theatre this evening.: [18, 386, 145, 419]
paragraph: (Received Nov. 26, 8.30 a.m.) TOKIO, Nov. 25. When the Panama Canal is opened the Osaka Shipping Company is planning a round-the-world service, via Panama and Suez.: [426, 868, 553, 909]
article-subhead: MOVEMENT IN FRANCE.: [310, 346, 397, 354]
article-headline: LONDON WOOL SALES.: [23, 889, 140, 901]
article-headline: AUCKLAND WOOL SALE.: [20, 1142, 143, 1154]
advert-body: DR SHELDON'S NEW DISCOVERY is the most wonderful remedy ever discovered for the cure of Coughs and Colds. It will relieve you when all others have failed. 1s 6d and 3s. Obtainable everywhere.: [154, 1349, 281, 1390]
article-subhead: JOHNSONVILLE STOCK SALE.: [165, 1139, 270, 1147]
divider: [706, 1025, 817, 1026]
divider: [298, 610, 409, 611]
paragraph: Mr Morgan Thomas, who died at Fitzroy, a suburb of New Plymouth, on Sunday morning, was for some time in the drapery trade in Napier, but on retiring from business a dozen years ago he went to reside in New Plymouth, where his wife, Miss Pickering, lives, his only other relative in the Dominion being Mrs Pickering (Auckland).: [154, 704, 281, 778]
paragraph: (Received Last Night, 11.15 o'clock.) BOMBAY, Nov. 26. A statement from South Africa that Indians were ambushed at the Ballengeich mine, after stoning the manager, has caused excitement in India. General Botha's speech is strongly resented, and surprise is expressed at the Imperial Government's inaction. Frequent queries are heard: "Of what use is British citizenship? Why cannot the Emperor protect his Indian subjects?": [426, 635, 553, 725]
paragraph: The Hon. W. F. Massey, in replying, said he was very glad Sir Joseph Ward had adopted from any party standpoint. The Government was fully aware of their responsibility in the matter, and also of the great loss that was being occasioned the country through the trouble. He asked the House to view the matter in comparison with the condition of affairs two or three weeks ago. At that time nearly every port was closed, and the whole trade of the Dominion held up. Now, practically every port was open and working. In fact, the Auckland strike was virtually ended. He had made the suggestion offered by Sir Joseph Ward to both parties early in the trouble, but it was refused. An arrangement would be made to prevent a recurrence of the trouble so far as the waterside workers were concerned in the future. No settlement of the dispute could be effected without consideration being given to the producers of the country and the new unionists. He predicted that before Christmas the industrial trouble would be ended.: [834, 257, 961, 460]
article-subhead: THE SEPARATOR THAT PAYS BIG DIVIDENDS ON LITTLE OUTLAY!: [703, 1030, 820, 1046]
advert-body: "Ever since my boy Clarrie was a baby he has been subject to colds," says Mr. C. C. Wagstaff, 12 Hobson St., Balmain, N.S.W., "but instead of waiting for the cold to get a hold, my wife believes in keeping Chamberlain's Cough Remedy in the house and giving it to him at the first symptom. We look upon Chamberlain's Cough Remedy as the safest remedy against sickness and the children take it right willingly." Sold by all chemists and storekeepers.: [290, 1103, 417, 1201]
article-headline: THE COAL SUPPLY.: [578, 835, 673, 847]
article-headline: AERIAL SIGNPOSTS.: [303, 333, 404, 345]
dateline: WELLINGTON, Last Night.: [610, 304, 689, 312]
paragraph: The mail coach met with an accident when crossing the Waiapu river this morning. The vehicle overturned, throwing the passengers into the river. Fortunately they were all able to reach the land. The mails, with the exception of two small private bags, were recovered.: [970, 576, 1098, 633]
article-subhead: POSITION ASSURED.: [589, 848, 662, 856]
article-headline: THE ALL BLACKS.: [853, 1025, 942, 1037]
paragraph: Councillor William Perry was yesterday re-elected chairman of the Wairarapa South County Council.: [154, 144, 281, 169]
strike-banner-title: THE STRIKE.: [573, 59, 679, 78]
article-headline: ACTIVITY AT LYTTELTON.: [699, 158, 824, 170]
paragraph: The Hon. W. F. Carncross moved as an amendment that to-morrow the Council resolve itself into committee of the whole to consider the amendments. He said that when the Bill left the Council it was harmless and necessary, but it was coming back as a very different measure. It was now loaded with a great constitutional principle.: [18, 766, 145, 831]
article-subhead: SUGGESTION BY SIR JOSEPH WARD.: [562, 1038, 689, 1046]
paragraph: The legal profession at Dannevirke have asked the Government to hold half-yearly sittings of the Supreme Court at Dannevirke.: [18, 114, 145, 147]
dateline: JOHNSONVILLE, Last Night.: [196, 1149, 281, 1157]
article-subhead: FIFTY SENTENCED.: [455, 409, 524, 417]
article-subhead: PREPARATIONS FOR OPENING.: [435, 125, 544, 132]
article-subhead: MEETING AT LUCKNOW.: [446, 266, 533, 274]
paragraph: (Received Nov. 26, 11 a.m.) DURBAN, Nov. 25. Indians broke out of the Hawksworth estate at Esperanza, on the South Coast. There was a collision with the police. Three Indians were killed and twenty wounded.: [426, 357, 553, 407]
